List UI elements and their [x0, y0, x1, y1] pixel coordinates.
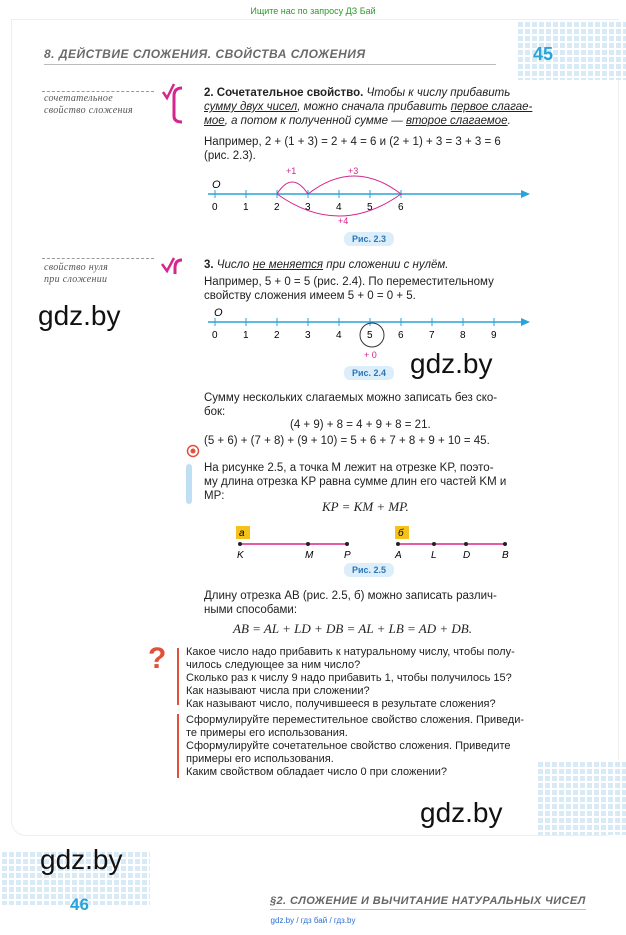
text-line: Длину отрезка AB (рис. 2.5, б) можно записать различ-: [204, 590, 497, 602]
sums-text: [204, 391, 569, 419]
point-label: A: [395, 550, 402, 561]
figure-caption: Рис. 2.4: [344, 366, 394, 380]
watermark: gdz.by: [38, 300, 121, 331]
segment-equation: KP = KM + MP.: [322, 499, 409, 514]
tick-label: 3: [305, 330, 311, 341]
associative-property-text: [204, 86, 564, 128]
section-heading: 2. Сочетательное свойство.: [204, 87, 364, 99]
text-line: ными способами:: [204, 604, 298, 616]
questions-group-2: [186, 714, 566, 779]
ab-equation: AB = AL + LD + DB = AL + LB = AD + DB.: [233, 621, 472, 636]
tick-label: 4: [336, 202, 342, 213]
footer-title: §2. СЛОЖЕНИЕ И ВЫЧИТАНИЕ НАТУРАЛЬНЫХ ЧИСЕЛ: [270, 895, 586, 907]
point-dot: [396, 542, 400, 546]
checkmark-icon: [160, 256, 184, 276]
arc-plus3: [308, 176, 401, 194]
header-divider: [44, 64, 496, 65]
tag-b: б: [398, 528, 404, 539]
rule-text: .: [507, 115, 511, 127]
plus0-label: + 0: [364, 350, 377, 360]
rule-text: Число: [216, 259, 250, 271]
question-line: те примеры его использования.: [186, 727, 348, 739]
watermark: gdz.by: [420, 797, 503, 828]
plus4-label: +4: [338, 216, 349, 226]
figure-caption: Рис. 2.3: [344, 232, 394, 246]
top-link[interactable]: Ищите нас по запросу ДЗ Бай: [250, 6, 376, 16]
rule-text: , можно сначала прибавить: [297, 101, 448, 113]
rule-underlined: не меняется: [252, 259, 324, 271]
point-dot: [503, 542, 507, 546]
plus3-label: +3: [348, 166, 359, 176]
rule-underlined: мое: [204, 115, 225, 127]
tick-label: 9: [491, 330, 497, 341]
question-line: чилось следующее за ним число?: [186, 659, 361, 671]
rule-underlined: сумму двух чисел: [204, 101, 298, 113]
chapter-title: 8. ДЕЙСТВИЕ СЛОЖЕНИЯ. СВОЙСТВА СЛОЖЕНИЯ: [44, 47, 366, 61]
page-number: 45: [533, 44, 554, 64]
ab-text: [204, 589, 569, 617]
side-note-rule: [42, 91, 154, 92]
figure-caption: Рис. 2.5: [344, 563, 394, 577]
axis-arrow-icon: [521, 190, 530, 198]
zero-property-text: [204, 258, 564, 272]
point-label: P: [344, 550, 351, 561]
point-label: L: [431, 550, 437, 561]
tick-label: 5: [367, 202, 373, 213]
side-note-associative: [44, 93, 133, 117]
example-line: свойству сложения имеем 5 + 0 = 0 + 5.: [204, 290, 416, 302]
tick-label: 4: [336, 330, 342, 341]
side-note-zero: [44, 262, 108, 286]
text-line: бок:: [204, 406, 226, 418]
side-note-line: свойство нуля: [44, 262, 109, 273]
tag-a: а: [239, 528, 245, 539]
example-line: Например, 5 + 0 = 5 (рис. 2.4). По переместительному: [204, 276, 494, 288]
question-line: Как называют числа при сложении?: [186, 685, 370, 697]
example-line: Например, 2 + (1 + 3) = 2 + 4 = 6 и (2 + 1) + 3 = 3 + 3 = 6: [204, 136, 501, 148]
equation-2: (5 + 6) + (7 + 8) + (9 + 10) = 5 + 6 + 7 + 8 + 9 + 10 = 45.: [204, 435, 490, 447]
tick-label: 0: [212, 202, 218, 213]
origin-label: O: [214, 307, 223, 319]
section-heading: 3.: [204, 259, 214, 271]
figure-2-3-number-line: [196, 162, 536, 232]
point-dot: [345, 542, 349, 546]
footer-links[interactable]: gdz.by / гдз бай / гдз.by: [270, 916, 356, 925]
side-note-line: при сложении: [44, 274, 108, 285]
question-line: Как называют число, получившееся в результате сложения?: [186, 698, 496, 710]
questions-group-1: [186, 646, 566, 711]
watermark: gdz.by: [410, 348, 493, 379]
point-label: M: [305, 550, 314, 561]
origin-label: O: [212, 179, 221, 191]
question-bar: [177, 714, 179, 778]
tick-label: 2: [274, 202, 280, 213]
rule-text: , а потом к полученной сумме —: [224, 115, 403, 127]
tick-label: 0: [212, 330, 218, 341]
point-label: K: [237, 550, 244, 561]
footer-divider: [270, 909, 586, 910]
tick-label: 2: [274, 330, 280, 341]
tick-label: 6: [398, 202, 404, 213]
watermark: gdz.by: [40, 844, 123, 875]
rule-text: Чтобы к числу прибавить: [366, 87, 511, 99]
target-icon: [186, 444, 200, 458]
text-line: На рисунке 2.5, а точка M лежит на отрезке KP, поэто-: [204, 462, 494, 474]
note-bar: [186, 464, 192, 504]
text-line: му длина отрезка KP равна сумме длин его частей KM и: [204, 476, 507, 488]
arc-plus1: [277, 182, 308, 194]
associative-example: [204, 135, 569, 163]
tick-label: 1: [243, 202, 249, 213]
side-note-line: свойство сложения: [44, 105, 134, 116]
question-line: Сколько раз к числу 9 надо прибавить 1, чтобы получилось 15?: [186, 672, 512, 684]
question-line: Каким свойством обладает число 0 при сложении?: [186, 766, 447, 778]
equation-1: (4 + 9) + 8 = 4 + 9 + 8 = 21.: [290, 419, 431, 431]
question-line: Какое число надо прибавить к натуральному числу, чтобы полу-: [186, 646, 515, 658]
checkmark-bracket-icon: [160, 82, 184, 124]
figure-2-5-segments: [230, 522, 520, 562]
side-note-rule: [42, 258, 154, 259]
segment-text: [204, 461, 569, 503]
tick-label: 7: [429, 330, 435, 341]
question-line: примеры его использования.: [186, 753, 334, 765]
text-line: Сумму нескольких слагаемых можно записать без ско-: [204, 392, 498, 404]
question-line: Сформулируйте переместительное свойство сложения. Приведи-: [186, 714, 525, 726]
tick-label: 1: [243, 330, 249, 341]
tick-label: 5: [367, 330, 373, 341]
points-b: [394, 542, 509, 561]
point-dot: [238, 542, 242, 546]
question-mark-icon: ?: [148, 642, 167, 675]
point-dot: [464, 542, 468, 546]
side-note-line: сочетательное: [44, 93, 113, 104]
rule-text: при сложении с нулём.: [326, 259, 449, 271]
text-line: MP:: [204, 490, 225, 502]
zero-example: [204, 275, 569, 303]
rule-underlined: первое слагае-: [450, 101, 533, 113]
tick-label: 8: [460, 330, 466, 341]
point-dot: [306, 542, 310, 546]
question-line: Сформулируйте сочетательное свойство сложения. Приведите: [186, 740, 511, 752]
points-a: [237, 542, 351, 561]
rule-underlined: второе слагаемое: [405, 115, 508, 127]
example-line: (рис. 2.3).: [204, 150, 256, 162]
footer-page-number: 46: [70, 895, 89, 914]
plus1-label: +1: [286, 166, 297, 176]
tick-label: 6: [398, 330, 404, 341]
tick-label: 3: [305, 202, 311, 213]
point-dot: [432, 542, 436, 546]
point-label: D: [463, 550, 471, 561]
question-bar: [177, 648, 179, 705]
point-label: B: [502, 550, 509, 561]
axis-arrow-icon: [521, 318, 530, 326]
